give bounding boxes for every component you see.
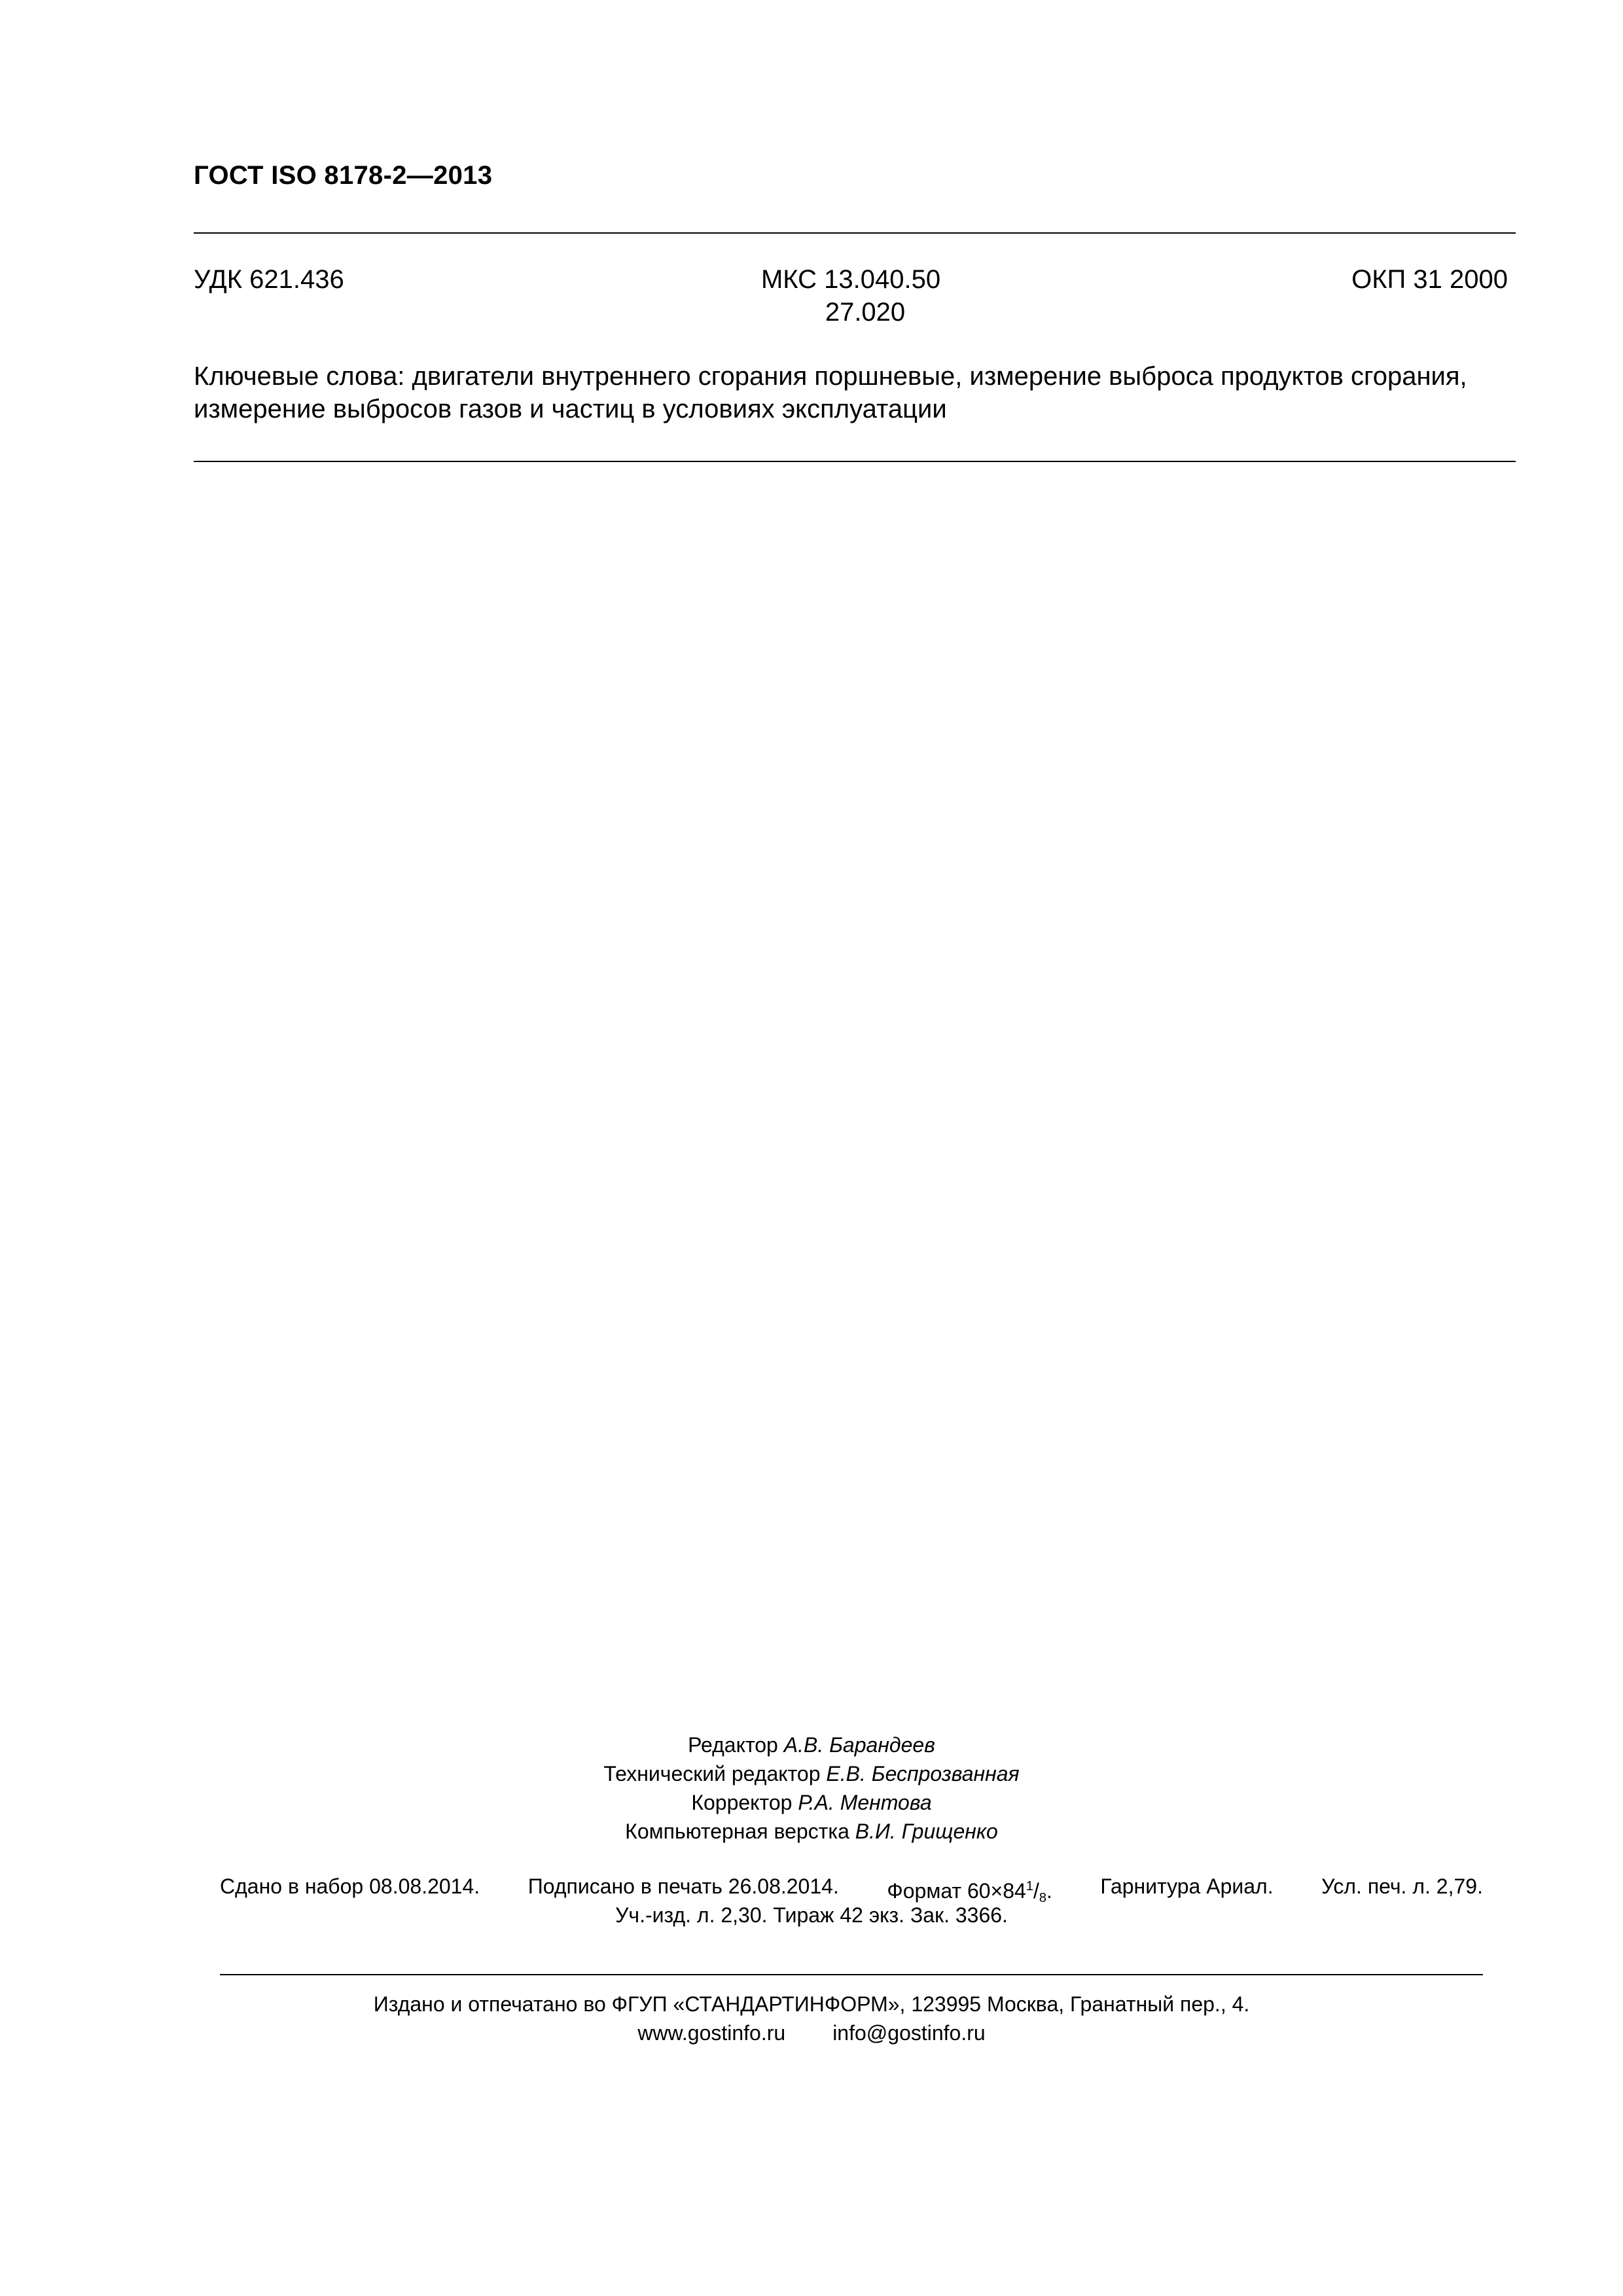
credit-role: Корректор <box>691 1791 798 1814</box>
document-title: ГОСТ ISO 8178-2—2013 <box>194 161 493 190</box>
format-suffix: . <box>1046 1879 1052 1903</box>
publisher-contacts <box>0 2018 1623 2047</box>
credit-name: А.В. Барандеев <box>783 1733 935 1757</box>
credit-name: Р.А. Ментова <box>798 1791 932 1814</box>
format-denominator: 8 <box>1039 1891 1046 1905</box>
udk-code: УДК 621.436 <box>194 265 344 294</box>
mks-code-line1: МКС 13.040.50 <box>760 265 941 294</box>
keywords-line-2: измерение выбросов газов и частиц в условиях эксплуатации <box>194 395 947 423</box>
publisher-website-link[interactable]: www.gostinfo.ru <box>637 2021 786 2045</box>
signed-date: Подписано в печать 26.08.2014. <box>527 1874 839 1898</box>
publisher-email-link[interactable]: info@gostinfo.ru <box>832 2021 986 2045</box>
keywords-divider <box>194 461 1516 462</box>
publisher-address: Издано и отпечатано во ФГУП «СТАНДАРТИНФОРМ», 123995 Москва, Гранатный пер., 4. <box>373 1992 1250 2016</box>
credit-layout <box>0 1817 1623 1846</box>
credit-role: Технический редактор <box>603 1762 827 1785</box>
publication-data-row-2: Уч.-изд. л. 2,30. Тираж 42 экз. Зак. 3366. <box>615 1903 1008 1927</box>
typeface: Гарнитура Ариал. <box>1100 1874 1274 1898</box>
format-prefix: Формат 60×84 <box>887 1879 1026 1903</box>
publisher-block <box>0 1990 1623 2047</box>
publisher-divider <box>220 1974 1483 1975</box>
credit-technical-editor <box>0 1759 1623 1788</box>
credit-role: Редактор <box>688 1733 784 1757</box>
credit-role: Компьютерная верстка <box>625 1820 855 1843</box>
credit-name: В.И. Грищенко <box>855 1820 998 1843</box>
format-separator: / <box>1033 1879 1039 1903</box>
keywords-line-1: Ключевые слова: двигатели внутреннего сгорания поршневые, измерение выброса продуктов сгорания, <box>194 362 1467 391</box>
keywords-block <box>194 360 1516 425</box>
mks-code <box>654 263 1047 329</box>
okp-code: ОКП 31 2000 <box>1351 265 1508 294</box>
print-sheets: Усл. печ. л. 2,79. <box>1321 1874 1483 1898</box>
format-numerator: 1 <box>1026 1879 1033 1893</box>
credit-editor <box>0 1731 1623 1759</box>
submitted-date: Сдано в набор 08.08.2014. <box>220 1874 480 1898</box>
credit-name: Е.В. Беспрозванная <box>826 1762 1020 1785</box>
credit-proofreader <box>0 1788 1623 1817</box>
top-divider <box>194 232 1516 234</box>
credits-block <box>0 1731 1623 1846</box>
mks-code-line2: 27.020 <box>825 298 906 327</box>
